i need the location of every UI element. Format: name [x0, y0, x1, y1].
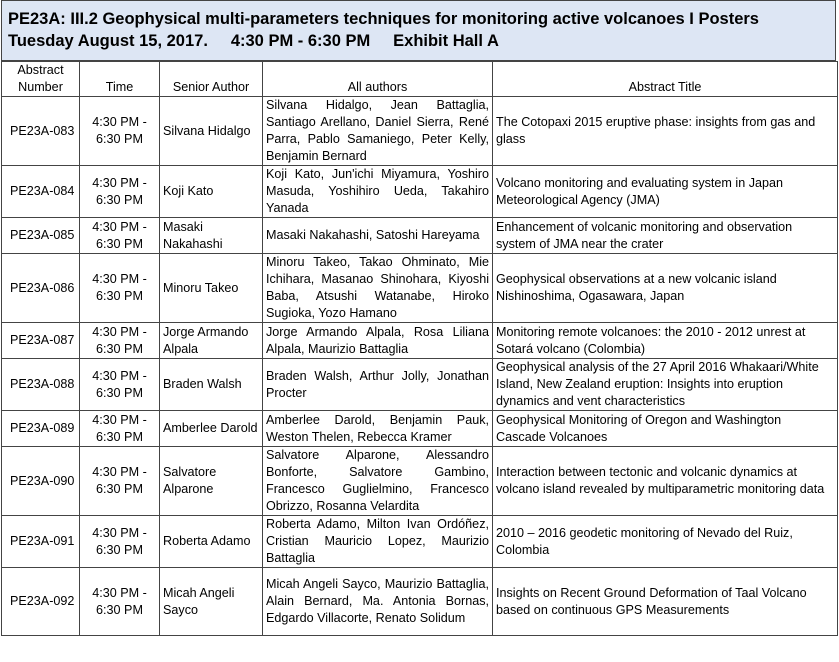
- abstract-number-cell: PE23A-091: [2, 516, 80, 568]
- col-header-all-authors: All authors: [263, 62, 493, 97]
- senior-author-cell: Koji Kato: [160, 166, 263, 218]
- abstract-number-cell: PE23A-084: [2, 166, 80, 218]
- abstract-title-cell: 2010 – 2016 geodetic monitoring of Nevado del Ruiz, Colombia: [493, 516, 838, 568]
- abstract-number-cell: PE23A-089: [2, 411, 80, 447]
- col-header-abstract-title: Abstract Title: [493, 62, 838, 97]
- senior-author-cell: Roberta Adamo: [160, 516, 263, 568]
- abstract-title-cell: Geophysical analysis of the 27 April 2016 Whakaari/White Island, New Zealand eruption: Insights into eruption dynamics and vent characteristics: [493, 359, 838, 411]
- abstract-title-cell: Volcano monitoring and evaluating system in Japan Meteorological Agency (JMA): [493, 166, 838, 218]
- table-header-row: [2, 62, 838, 97]
- abstract-title-cell: Interaction between tectonic and volcanic dynamics at volcano island revealed by multiparametric monitoring data: [493, 447, 838, 516]
- table-row: [2, 516, 838, 568]
- senior-author-cell: Braden Walsh: [160, 359, 263, 411]
- table-row: [2, 218, 838, 254]
- abstract-title-cell: Insights on Recent Ground Deformation of Taal Volcano based on continuous GPS Measurements: [493, 568, 838, 636]
- time-cell: 4:30 PM - 6:30 PM: [80, 568, 160, 636]
- session-header: [1, 0, 836, 61]
- senior-author-cell: Salvatore Alparone: [160, 447, 263, 516]
- all-authors-cell: Jorge Armando Alpala, Rosa Liliana Alpala, Maurizio Battaglia: [263, 323, 493, 359]
- abstract-title-cell: Enhancement of volcanic monitoring and observation system of JMA near the crater: [493, 218, 838, 254]
- table-row: [2, 254, 838, 323]
- col-header-abstract-number: Abstract Number: [2, 62, 80, 97]
- all-authors-cell: Minoru Takeo, Takao Ohminato, Mie Ichihara, Masanao Shinohara, Kiyoshi Baba, Atsushi Watanabe, Hiroko Sugioka, Yozo Hamano: [263, 254, 493, 323]
- table-row: [2, 447, 838, 516]
- table-row: [2, 359, 838, 411]
- time-cell: 4:30 PM - 6:30 PM: [80, 166, 160, 218]
- time-cell: 4:30 PM - 6:30 PM: [80, 516, 160, 568]
- abstract-number-cell: PE23A-083: [2, 97, 80, 166]
- time-cell: 4:30 PM - 6:30 PM: [80, 323, 160, 359]
- abstract-title-cell: Monitoring remote volcanoes: the 2010 - 2012 unrest at Sotará volcano (Colombia): [493, 323, 838, 359]
- all-authors-cell: Koji Kato, Jun'ichi Miyamura, Yoshiro Masuda, Yoshihiro Ueda, Takahiro Yanada: [263, 166, 493, 218]
- abstract-number-cell: PE23A-087: [2, 323, 80, 359]
- all-authors-cell: Salvatore Alparone, Alessandro Bonforte, Salvatore Gambino, Francesco Guglielmino, Francesco Obrizzo, Rosanna Velardita: [263, 447, 493, 516]
- abstract-number-cell: PE23A-085: [2, 218, 80, 254]
- senior-author-cell: Masaki Nakahashi: [160, 218, 263, 254]
- senior-author-cell: Silvana Hidalgo: [160, 97, 263, 166]
- table-row: [2, 323, 838, 359]
- abstract-table: [1, 61, 838, 636]
- time-cell: 4:30 PM - 6:30 PM: [80, 411, 160, 447]
- abstract-title-cell: Geophysical Monitoring of Oregon and Washington Cascade Volcanoes: [493, 411, 838, 447]
- time-cell: 4:30 PM - 6:30 PM: [80, 359, 160, 411]
- all-authors-cell: Roberta Adamo, Milton Ivan Ordóñez, Cristian Mauricio Lopez, Maurizio Battaglia: [263, 516, 493, 568]
- all-authors-cell: Braden Walsh, Arthur Jolly, Jonathan Procter: [263, 359, 493, 411]
- abstract-number-cell: PE23A-088: [2, 359, 80, 411]
- time-cell: 4:30 PM - 6:30 PM: [80, 447, 160, 516]
- abstract-title-cell: The Cotopaxi 2015 eruptive phase: insights from gas and glass: [493, 97, 838, 166]
- senior-author-cell: Jorge Armando Alpala: [160, 323, 263, 359]
- senior-author-cell: Amberlee Darold: [160, 411, 263, 447]
- table-row: [2, 166, 838, 218]
- time-cell: 4:30 PM - 6:30 PM: [80, 254, 160, 323]
- all-authors-cell: Silvana Hidalgo, Jean Battaglia, Santiago Arellano, Daniel Sierra, René Parra, Pablo Samaniego, Peter Kelly, Benjamin Bernard: [263, 97, 493, 166]
- all-authors-cell: Amberlee Darold, Benjamin Pauk, Weston Thelen, Rebecca Kramer: [263, 411, 493, 447]
- col-header-time: Time: [80, 62, 160, 97]
- session-title: PE23A: III.2 Geophysical multi-parameters techniques for monitoring active volcanoes I Posters: [8, 10, 759, 28]
- table-row: [2, 97, 838, 166]
- col-header-senior-author: Senior Author: [160, 62, 263, 97]
- table-row: [2, 411, 838, 447]
- session-date-time-location: Tuesday August 15, 2017. 4:30 PM - 6:30 PM Exhibit Hall A: [8, 32, 499, 50]
- abstract-number-cell: PE23A-086: [2, 254, 80, 323]
- time-cell: 4:30 PM - 6:30 PM: [80, 97, 160, 166]
- all-authors-cell: Micah Angeli Sayco, Maurizio Battaglia, Alain Bernard, Ma. Antonia Bornas, Edgardo Villacorte, Renato Solidum: [263, 568, 493, 636]
- abstract-title-cell: Geophysical observations at a new volcanic island Nishinoshima, Ogasawara, Japan: [493, 254, 838, 323]
- time-cell: 4:30 PM - 6:30 PM: [80, 218, 160, 254]
- abstract-number-cell: PE23A-092: [2, 568, 80, 636]
- table-row: [2, 568, 838, 636]
- abstract-number-cell: PE23A-090: [2, 447, 80, 516]
- all-authors-cell: Masaki Nakahashi, Satoshi Hareyama: [263, 218, 493, 254]
- senior-author-cell: Minoru Takeo: [160, 254, 263, 323]
- senior-author-cell: Micah Angeli Sayco: [160, 568, 263, 636]
